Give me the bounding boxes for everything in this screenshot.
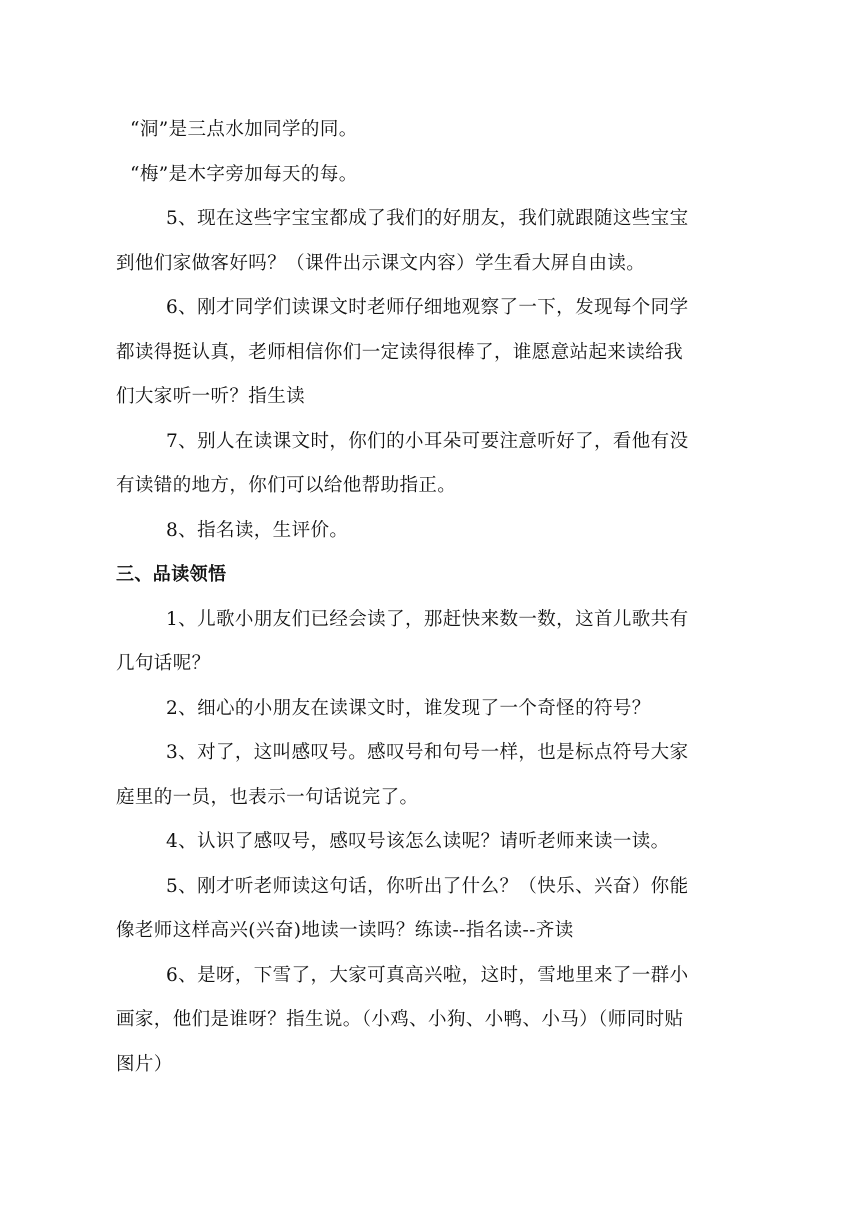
paragraph-line: 像老师这样高兴(兴奋)地读一读吗？练读--指名读--齐读 [116, 920, 574, 941]
paragraph-line: 庭里的一员，也表示一句话说完了。 [116, 786, 419, 808]
paragraph-line: 3、对了，这叫感叹号。感叹号和句号一样，也是标点符号大家 [166, 742, 689, 763]
paragraph-line: 有读错的地方，你们可以给他帮助指正。 [116, 475, 457, 496]
paragraph-line: 1、儿歌小朋友们已经会读了，那赶快来数一数，这首儿歌共有 [166, 608, 689, 630]
paragraph-line: 2、细心的小朋友在读课文时，谁发现了一个奇怪的符号？ [166, 697, 651, 719]
paragraph-line: 们大家听一听？指生读 [116, 386, 306, 407]
paragraph-line: 8、指名读，生评价。 [166, 519, 349, 541]
paragraph-line: 到他们家做客好吗？（课件出示课文内容）学生看大屏自由读。 [116, 252, 646, 274]
paragraph-line: 5、现在这些字宝宝都成了我们的好朋友，我们就跟随这些宝宝 [166, 208, 689, 229]
paragraph-line: 画家，他们是谁呀？指生说。（小鸡、小狗、小鸭、小马）（师同时贴 [116, 1009, 684, 1030]
paragraph-line: 6、是呀，下雪了，大家可真高兴啦，这时，雪地里来了一群小 [166, 964, 689, 986]
document-body [116, 108, 736, 1087]
paragraph-line: 都读得挺认真，老师相信你们一定读得很棒了，谁愿意站起来读给我 [116, 341, 684, 363]
paragraph-line: 7、别人在读课文时，你们的小耳朵可要注意听好了，看他有没 [166, 430, 689, 452]
paragraph-line: 4、认识了感叹号，感叹号该怎么读呢？请听老师来读一读。 [166, 831, 670, 852]
paragraph-line: “梅”是木字旁加每天的每。 [130, 163, 358, 185]
section-heading: 三、品读领悟 [116, 564, 227, 585]
paragraph-line: “洞”是三点水加同学的同。 [130, 119, 358, 140]
paragraph-line: 图片） [116, 1053, 173, 1075]
paragraph-line: 6、刚才同学们读课文时老师仔细地观察了一下，发现每个同学 [166, 297, 689, 318]
paragraph-line: 几句话呢？ [116, 653, 211, 674]
paragraph-line: 5、刚才听老师读这句话，你听出了什么？（快乐、兴奋）你能 [166, 875, 689, 897]
